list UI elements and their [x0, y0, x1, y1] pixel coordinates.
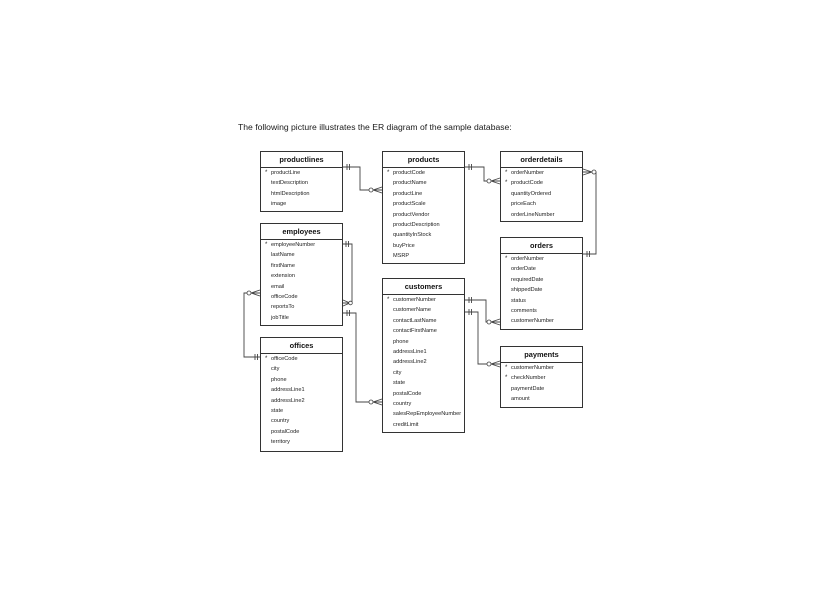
- attribute-name: htmlDescription: [271, 190, 310, 197]
- attribute-row: [387, 178, 464, 188]
- attribute-name: postalCode: [271, 428, 300, 435]
- primary-key-marker: *: [387, 297, 390, 303]
- attribute-row: [387, 189, 464, 199]
- attribute-name: shippedDate: [511, 287, 543, 294]
- attribute-name: city: [393, 369, 402, 376]
- entity-payments: [500, 346, 583, 408]
- rel-customers-orders: [465, 297, 500, 325]
- attribute-name: productVendor: [393, 211, 430, 218]
- attribute-row: [265, 302, 342, 312]
- primary-key-marker: *: [505, 375, 508, 382]
- entity-title: products: [383, 152, 464, 168]
- attribute-name: buyPrice: [393, 242, 415, 249]
- attribute-name: state: [393, 380, 406, 387]
- attribute-row: [505, 285, 582, 295]
- attribute-row: [387, 368, 464, 378]
- attribute-row: [265, 250, 342, 260]
- attribute-list: [383, 295, 464, 430]
- attribute-name: phone: [393, 338, 409, 345]
- attribute-name: salesRepEmployeeNumber: [393, 411, 462, 418]
- attribute-row: [265, 437, 342, 447]
- attribute-row: [505, 306, 582, 316]
- rel-products-orderdetails: [465, 164, 500, 184]
- attribute-row: [505, 373, 582, 383]
- attribute-name: productCode: [393, 170, 426, 176]
- attribute-row: [505, 363, 582, 373]
- attribute-row: [265, 292, 342, 302]
- attribute-name: customerNumber: [511, 318, 554, 325]
- attribute-list: [501, 254, 582, 327]
- rel-employees-customers: [343, 310, 382, 405]
- attribute-name: addressLine2: [393, 359, 427, 366]
- rel-customers-payments: [465, 309, 500, 367]
- entity-title: customers: [383, 279, 464, 295]
- attribute-row: [387, 389, 464, 399]
- attribute-list: [261, 354, 342, 448]
- primary-key-marker: *: [265, 242, 268, 248]
- attribute-name: employeeNumber: [271, 242, 316, 248]
- attribute-row: [505, 210, 582, 220]
- attribute-name: priceEach: [511, 201, 536, 208]
- primary-key-marker: *: [265, 356, 268, 362]
- attribute-row: [387, 230, 464, 240]
- attribute-row: [505, 178, 582, 188]
- attribute-name: customerNumber: [511, 365, 554, 371]
- attribute-name: orderNumber: [511, 170, 544, 176]
- attribute-name: requiredDate: [511, 276, 544, 283]
- entity-title: payments: [501, 347, 582, 363]
- rel-employees-self: [343, 241, 352, 306]
- entity-customers: [382, 278, 465, 433]
- primary-key-marker: *: [387, 170, 390, 176]
- attribute-name: productName: [393, 180, 427, 187]
- attribute-row: [387, 241, 464, 251]
- attribute-row: [265, 199, 342, 209]
- attribute-name: quantityOrdered: [511, 190, 552, 197]
- attribute-name: email: [271, 283, 285, 290]
- attribute-name: productDescription: [393, 221, 440, 228]
- attribute-name: city: [271, 366, 280, 373]
- attribute-row: [265, 364, 342, 374]
- attribute-row: [265, 385, 342, 395]
- attribute-row: [387, 326, 464, 336]
- attribute-row: [387, 210, 464, 220]
- attribute-name: orderDate: [511, 266, 536, 273]
- attribute-name: customerName: [393, 307, 431, 314]
- primary-key-marker: *: [505, 180, 508, 187]
- primary-key-marker: *: [265, 170, 268, 176]
- attribute-name: image: [271, 201, 287, 208]
- attribute-row: [387, 357, 464, 367]
- attribute-row: [505, 199, 582, 209]
- attribute-name: creditLimit: [393, 421, 419, 428]
- attribute-list: [261, 168, 342, 210]
- attribute-row: [265, 406, 342, 416]
- attribute-row: [387, 251, 464, 261]
- attribute-row: [387, 168, 464, 178]
- attribute-row: [265, 375, 342, 385]
- attribute-list: [501, 168, 582, 220]
- entity-products: [382, 151, 465, 264]
- attribute-row: [265, 282, 342, 292]
- primary-key-marker: *: [505, 256, 508, 262]
- attribute-name: postalCode: [393, 390, 422, 397]
- attribute-row: [387, 305, 464, 315]
- attribute-name: productScale: [393, 201, 426, 208]
- rel-orders-orderdetails: [583, 169, 596, 257]
- attribute-name: officeCode: [271, 356, 298, 362]
- attribute-row: [505, 394, 582, 404]
- attribute-name: officeCode: [271, 293, 298, 300]
- attribute-row: [387, 295, 464, 305]
- attribute-name: country: [271, 418, 290, 425]
- entity-employees: [260, 223, 343, 326]
- attribute-name: country: [393, 400, 412, 407]
- attribute-row: [265, 427, 342, 437]
- rel-productlines-products: [343, 164, 382, 193]
- entity-orderdetails: [500, 151, 583, 222]
- attribute-row: [265, 261, 342, 271]
- attribute-row: [505, 168, 582, 178]
- attribute-row: [265, 396, 342, 406]
- attribute-row: [387, 220, 464, 230]
- attribute-row: [505, 275, 582, 285]
- attribute-name: phone: [271, 376, 287, 383]
- entity-title: orders: [501, 238, 582, 254]
- attribute-row: [265, 189, 342, 199]
- attribute-row: [387, 420, 464, 430]
- attribute-name: territory: [271, 439, 290, 446]
- primary-key-marker: *: [505, 365, 508, 371]
- attribute-name: productLine: [271, 170, 301, 176]
- attribute-name: extension: [271, 273, 295, 280]
- attribute-name: reportsTo: [271, 304, 295, 311]
- attribute-name: productCode: [511, 180, 544, 187]
- attribute-row: [265, 271, 342, 281]
- attribute-name: amount: [511, 396, 530, 403]
- attribute-name: checkNumber: [511, 375, 546, 382]
- attribute-name: addressLine2: [271, 397, 305, 404]
- attribute-name: firstName: [271, 262, 295, 269]
- attribute-name: paymentDate: [511, 385, 545, 392]
- attribute-row: [505, 316, 582, 326]
- attribute-name: orderLineNumber: [511, 211, 555, 218]
- attribute-row: [387, 316, 464, 326]
- attribute-list: [383, 168, 464, 262]
- primary-key-marker: *: [505, 170, 508, 176]
- attribute-name: lastName: [271, 252, 295, 259]
- attribute-row: [265, 168, 342, 178]
- attribute-name: comments: [511, 307, 537, 314]
- attribute-row: [387, 378, 464, 388]
- attribute-name: orderNumber: [511, 256, 544, 262]
- rel-offices-employees: [244, 290, 260, 360]
- attribute-name: state: [271, 407, 284, 414]
- attribute-row: [265, 354, 342, 364]
- attribute-name: status: [511, 297, 526, 304]
- attribute-name: textDescription: [271, 180, 308, 187]
- attribute-row: [387, 199, 464, 209]
- attribute-row: [387, 409, 464, 419]
- entity-title: orderdetails: [501, 152, 582, 168]
- entity-title: productlines: [261, 152, 342, 168]
- attribute-row: [505, 384, 582, 394]
- attribute-name: MSRP: [393, 253, 410, 260]
- attribute-name: contactFirstName: [393, 328, 437, 335]
- attribute-row: [505, 296, 582, 306]
- attribute-name: productLine: [393, 190, 423, 197]
- attribute-row: [505, 264, 582, 274]
- attribute-name: customerNumber: [393, 297, 436, 303]
- entity-title: offices: [261, 338, 342, 354]
- entity-productlines: [260, 151, 343, 212]
- attribute-row: [387, 337, 464, 347]
- entity-offices: [260, 337, 343, 452]
- entity-title: employees: [261, 224, 342, 240]
- attribute-name: addressLine1: [271, 387, 305, 394]
- attribute-row: [265, 416, 342, 426]
- attribute-row: [265, 313, 342, 323]
- attribute-row: [265, 178, 342, 188]
- attribute-list: [261, 240, 342, 323]
- attribute-name: contactLastName: [393, 317, 437, 324]
- attribute-list: [501, 363, 582, 405]
- attribute-name: jobTitle: [271, 314, 289, 321]
- diagram-caption: The following picture illustrates the ER diagram of the sample database:: [238, 122, 512, 132]
- attribute-name: addressLine1: [393, 348, 427, 355]
- attribute-row: [265, 240, 342, 250]
- attribute-row: [505, 189, 582, 199]
- attribute-row: [505, 254, 582, 264]
- attribute-row: [387, 347, 464, 357]
- attribute-row: [387, 399, 464, 409]
- entity-orders: [500, 237, 583, 330]
- attribute-name: quantityInStock: [393, 232, 432, 239]
